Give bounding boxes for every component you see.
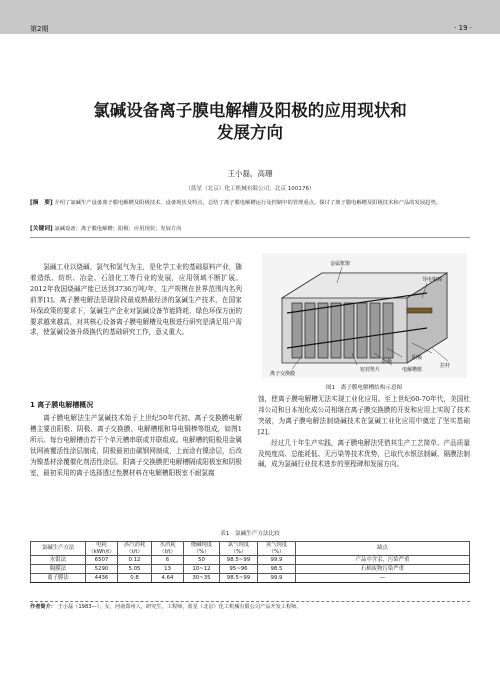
title-line-2: 发展方向 [217, 123, 283, 142]
table-cell: 99.9 [258, 574, 296, 583]
section1-left-column [30, 413, 242, 478]
author-note [30, 604, 470, 612]
intro-column [30, 262, 242, 338]
table-cell: 石棉废物污染严重 [296, 565, 470, 574]
table-cell: — [296, 574, 470, 583]
author-note-text: 王小磊（1983—），女，河南郑州人，研究生，工程师，蓝星（北京）化工机械有限公司产品开发工程师。 [57, 604, 302, 610]
table-cell: 95~96 [220, 565, 258, 574]
table-cell: 6 [152, 556, 184, 565]
abstract-text: 介绍了氯碱生产设备离子膜电解槽及阳极技术、设备现状及特点，总结了离子膜电解槽运行及控制中的管理重点。探讨了离子膜电解槽及阳极技术和产品的发展趋势。 [54, 200, 442, 206]
table-cell: 隔膜法 [31, 565, 86, 574]
table-cell: 10~12 [184, 565, 220, 574]
table-cell: 5290 [86, 565, 118, 574]
header-steam: 蒸汽消耗 （t/t） [118, 542, 152, 556]
table-cell: 0.12 [118, 556, 152, 565]
header-method: 氯碱生产方法 [31, 542, 86, 556]
keywords-label: [关键词] [30, 226, 53, 232]
section1-right-column [258, 394, 470, 470]
table-cell: 0.8 [118, 574, 152, 583]
table-cell: 5.05 [118, 565, 152, 574]
authors: 王小磊，高珊 [227, 169, 273, 178]
table-row [31, 574, 470, 583]
table-cell: 产品中含汞，污染严重 [296, 556, 470, 565]
header-water: 水消耗 （t/t） [152, 542, 184, 556]
table-cell: 水银法 [31, 556, 86, 565]
table-cell: 30~35 [184, 574, 220, 583]
label-membrane: 离子交换膜 [270, 371, 296, 377]
article-title [0, 100, 500, 144]
abstract-divider [30, 237, 470, 238]
keywords [30, 225, 470, 233]
table-cell: 98.5~99 [220, 574, 258, 583]
label-anode: 阳极 [412, 355, 423, 361]
table-cell: 99.9 [258, 556, 296, 565]
label-tie-rod: 拉杆 [440, 363, 451, 369]
table-cell: 50 [184, 556, 220, 565]
intro-paragraph: 氯碱工业以烧碱、氯气和氢气为主，是化学工业的基础原料产业，随着造纸、纺织、冶金、石油化工等行业的发展，应用领域不断扩展。2012年我国烧碱产能已达到3736万吨/年，生产规模在世界范围内名列前茅[1]。离子膜电解法是现阶段最成熟最经济的氯碱生产技术，在国家环保政策的要求下，氯碱生产企业对氯碱设备节能降耗、绿色环保方面的要求越来越高，对其核心设备离子膜电解槽及电极进行研究是满足用户需求，使氯碱设备升级换代的基础研究工作，意义重大。 [30, 263, 242, 337]
table-header-row [31, 542, 470, 556]
running-header [0, 0, 500, 34]
author-note-label: 作者简介： [30, 604, 56, 610]
copper-bar [407, 308, 432, 313]
section1-paragraph-2: 蚀，使离子膜电解槽无法实现工业化应用。至上世纪60-70年代，美国杜邦公司和日本旭化成公司相继在离子膜交换膜的开发和应用上实现了技术突破，为离子膜电解法制烧碱技术在氯碱工业化应用中奠定了坚实基础[2]。 [258, 395, 470, 436]
table-cell: 离子膜法 [31, 574, 86, 583]
comparison-table [30, 541, 470, 583]
title-line-1: 氯碱设备离子膜电解槽及阳极的应用现状和 [93, 101, 407, 120]
table-caption: 表1 氯碱生产方法比较 [220, 531, 280, 537]
issue-number: 第2期 [30, 25, 49, 33]
label-sealing-washer: 密封垫片 [360, 367, 381, 373]
table-cell: 4436 [86, 574, 118, 583]
table-cell: 4.64 [152, 574, 184, 583]
label-copper-bar: 导电铜棒 [422, 277, 443, 283]
label-cathode: 阴极 [382, 359, 393, 365]
table-cell: 13 [152, 565, 184, 574]
table-cell: 98.5~99 [220, 556, 258, 565]
table-row [31, 565, 470, 574]
affiliation: （蓝星（北京）化工机械有限公司，北京 100176） [185, 186, 315, 192]
electrolyser-figure [262, 253, 467, 378]
table-cell: 6507 [86, 556, 118, 565]
abstract-label: [摘 要] [30, 200, 53, 206]
table-cell: 98.5 [258, 565, 296, 574]
header-power: 电耗 （kWh/t） [86, 542, 118, 556]
table-row [31, 556, 470, 565]
header-drawback: 缺点 [296, 542, 470, 556]
label-frame: 金属框架 [330, 261, 351, 267]
figure-caption: 图1 离子膜电解槽结构示意图 [325, 385, 403, 391]
keywords-text: 氯碱设备；离子膜电解槽；阳极；应用现状；发展方向 [54, 226, 182, 232]
abstract [30, 199, 470, 208]
header-caustic-purity: 烧碱纯度 （%） [184, 542, 220, 556]
header-hydrogen-purity: 氢气纯度 （%） [258, 542, 296, 556]
label-electrolyser-frame: 电解槽框 [402, 367, 423, 373]
page-number: · 19 · [454, 24, 472, 32]
footnote-divider [30, 601, 470, 602]
header-chlorine-purity: 氯气纯度 （%） [220, 542, 258, 556]
section1-paragraph-3: 经过几十年生产实践，离子膜电解法凭借其生产工艺简单、产品质量及纯度高、总能耗低、无污染等技术优势，已取代水银法制碱、隔膜法制碱，成为氯碱行业技术进步的里程碑和发展方向。 [258, 438, 470, 469]
section1-paragraph-1: 离子膜电解法生产氯碱技术始于上世纪50年代初。离子交换膜电解槽主要由阳极、阴极、离子交换膜、电解槽框和导电铜棒等组成，如图1所示。每台电解槽由若干个单元槽串联或并联组成。电解槽的阳极用金属钛网被覆活性涂层制成，阴极最初由碳钢网制成，上面涂有镍涂层，后改为镍基材涂覆催化剂活性涂层。阳离子交换膜把电解槽隔成阳极室和阴极室，最初采用的离子选择透过性膜材料在电解槽阳极室不耐氯腐 [30, 414, 242, 477]
section-heading: 1 离子膜电解槽概况 [30, 401, 94, 409]
